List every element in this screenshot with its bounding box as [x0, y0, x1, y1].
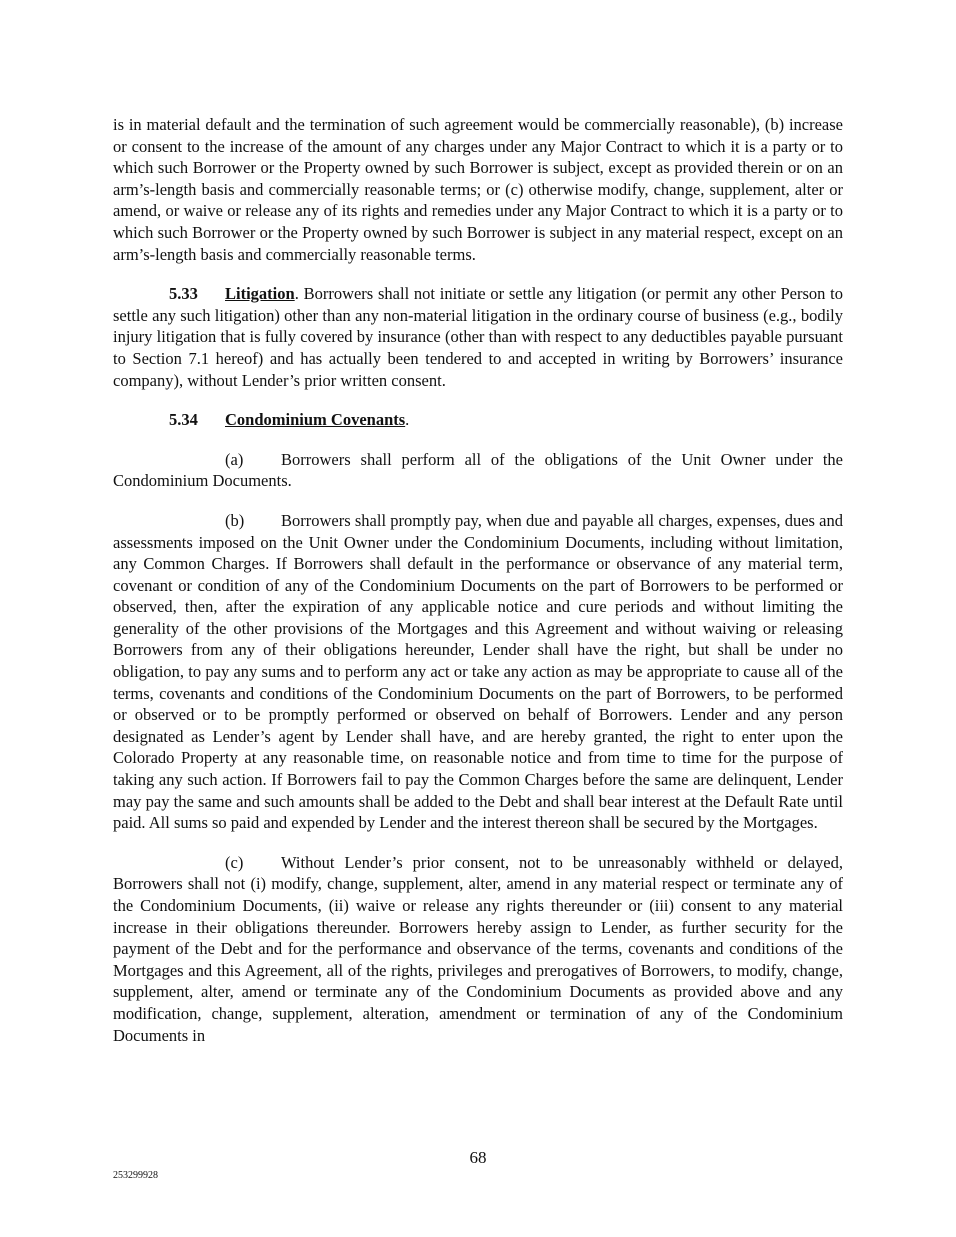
subsection-text: Borrowers shall promptly pay, when due and payable all charges, expenses, dues and assessments imposed on the Unit Owner under the Condominium Documents, including without limitation, any Common Charges. If Borrowers shall default in the performance or observance of any material term, covenant or condition of any of the Condominium Documents on the part of Borrowers to be performed or observed, then, after the expiration of any applicable notice and cure periods and without limiting the generality of the other provisions of the Mortgages and this Agreement and without waiving or releasing Borrowers from any of their obligations hereunder, Lender shall have the right, but shall be under no obligation, to pay any sums and to perform any act or take any action as may be appropriate to cause all of the terms, covenants and conditions of the Condominium Documents on the part of Borrowers, to be performed or observed or to be promptly performed or observed on behalf of Borrowers. Lender and any person designated as Lender’s agent by Lender shall have, and are hereby granted, the right to enter upon the Colorado Property at any reasonable time, on reasonable notice and from time to time for the purpose of taking any such action. If Borrowers fail to pay the Common Charges before the same are delinquent, Lender may pay the same and such amounts shall be added to the Debt and shall bear interest at the Default Rate until paid. All sums so paid and expended by Lender and the interest thereon shall be secured by the Mortgages.	[113, 510, 843, 833]
section-title-suffix: .	[294, 284, 299, 304]
section-number: 5.34	[169, 410, 198, 430]
subsection-label: (b)	[225, 510, 245, 530]
section-5-34-heading	[113, 409, 843, 431]
subsection-label: (c)	[225, 852, 244, 872]
section-title: Litigation	[225, 284, 295, 304]
document-id: 253299928	[113, 1170, 158, 1181]
section-body: Borrowers shall not initiate or settle any litigation (or permit any other Person to settle any such litigation) other than any non-material litigation in the ordinary course of business (e.g., bodily injury litigation that is fully covered by insurance (other than with respect to any deductibles payable pursuant to Section 7.1 hereof) and has actually been tendered to and accepted in writing by Borrowers’ insurance company), without Lender’s prior written consent.	[113, 284, 843, 390]
section-title: Condominium Covenants	[225, 410, 406, 430]
subsection-label: (a)	[225, 449, 244, 469]
subsection-text: Without Lender’s prior consent, not to be unreasonably withheld or delayed, Borrowers shall not (i) modify, change, supplement, alter, amend in any material respect or terminate any of the Condominium Documents, (ii) waive or release any rights thereunder or (iii) consent to any material increase in their obligations thereunder. Borrowers hereby assign to Lender, as further security for the payment of the Debt and for the performance and observance of the terms, covenants and conditions of the Mortgages and this Agreement, all of the rights, privileges and prerogatives of Borrowers, to modify, change, supplement, alter, amend or terminate any of the Condominium Documents as provided above and any modification, change, supplement, alteration, amendment or termination of any of the Condominium Documents in	[113, 852, 843, 1045]
section-5-33	[113, 283, 843, 391]
subsection-a	[113, 449, 843, 492]
subsection-text: Borrowers shall perform all of the obligations of the Unit Owner under the Condominium Documents.	[113, 449, 843, 491]
subsection-c	[113, 852, 843, 1046]
page-number: 68	[469, 1148, 487, 1167]
continuation-paragraph: is in material default and the termination of such agreement would be commercially reasonable), (b) increase or consent to the increase of the amount of any charges under any Major Contract to which it is a party or to which such Borrower or the Property owned by such Borrower is subject, except as provided therein or on an arm’s-length basis and commercially reasonable terms; or (c) otherwise modify, change, supplement, alter or amend, or waive or release any of its rights and remedies under any Major Contract to which it is a party or to which such Borrower or the Property owned by such Borrower is subject in any material respect, except on an arm’s-length basis and commercially reasonable terms.	[113, 115, 843, 264]
section-number: 5.33	[169, 284, 198, 304]
subsection-b	[113, 510, 843, 834]
section-title-suffix: .	[405, 410, 410, 430]
document-page	[113, 114, 843, 1046]
